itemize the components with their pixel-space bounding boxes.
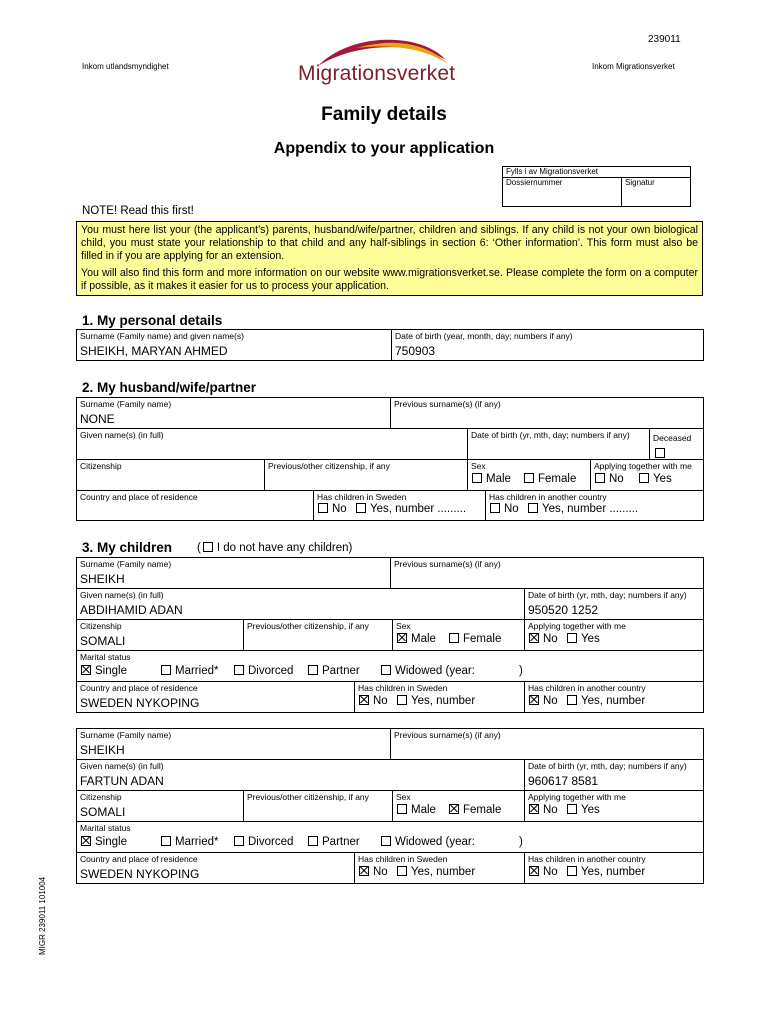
partner-male-option[interactable]: Male bbox=[472, 473, 511, 485]
child-prev-cit-label: Previous/other citizenship, if any bbox=[247, 621, 369, 631]
side-form-code: MIGR 239011 101004 bbox=[38, 876, 47, 955]
child-children-sweden-cell bbox=[355, 682, 525, 713]
note-paragraph-1: You must here list your (the applicant’s) parents, husband/wife/partner, children and siblings. If any child is not your own biological child, you must state your relationship to that child and any half-siblings in section 6: ‘Other information’. This form must also be filled in if you are applying for an extension. bbox=[81, 224, 698, 262]
dossier-label: Dossiernummer bbox=[506, 178, 563, 187]
partner-children-other-yes[interactable]: Yes, number ......... bbox=[528, 503, 638, 515]
office-use-box bbox=[502, 166, 691, 207]
child-dob-value: 950520 1252 bbox=[528, 603, 599, 617]
partner-country-label: Country and place of residence bbox=[80, 492, 198, 502]
dob-value: 750903 bbox=[395, 344, 436, 358]
child-citizenship-value: SOMALI bbox=[80, 634, 126, 648]
child-children-sweden-label: Has children in Sweden bbox=[358, 683, 448, 693]
partner-prev-surname-cell[interactable] bbox=[391, 398, 704, 429]
partner-female-option[interactable]: Female bbox=[524, 473, 576, 485]
child-dob-cell[interactable] bbox=[525, 760, 704, 791]
child-married-option[interactable]: Married* bbox=[161, 836, 218, 848]
partner-applying-no[interactable]: No bbox=[595, 473, 624, 485]
partner-applying-label: Applying together with me bbox=[594, 461, 692, 471]
child-children-other-yes[interactable]: Yes, number bbox=[567, 866, 645, 878]
dob-label: Date of birth (year, month, day; numbers if any) bbox=[395, 331, 573, 341]
child-given-label: Given name(s) (in full) bbox=[80, 590, 164, 600]
child-country-cell[interactable] bbox=[77, 682, 355, 713]
child-given-cell[interactable] bbox=[77, 589, 525, 620]
section-2-grid bbox=[76, 397, 704, 521]
child-widowed-close: ) bbox=[519, 665, 523, 677]
page-title: Family details bbox=[321, 104, 447, 125]
partner-children-sweden-label: Has children in Sweden bbox=[317, 492, 407, 502]
child-country-label: Country and place of residence bbox=[80, 683, 198, 693]
signature-label: Signatur bbox=[625, 178, 655, 187]
deceased-label: Deceased bbox=[653, 433, 692, 443]
child-children-other-no[interactable]: No bbox=[529, 866, 558, 878]
child-applying-yes[interactable]: Yes bbox=[567, 633, 600, 645]
child-prev-cit-cell[interactable] bbox=[244, 620, 393, 651]
note-box bbox=[76, 221, 703, 296]
child-surname-label: Surname (Family name) bbox=[80, 730, 172, 740]
child-children-other-label: Has children in another country bbox=[528, 854, 646, 864]
child-surname-value: SHEIKH bbox=[80, 572, 125, 586]
child-children-sweden-yes[interactable]: Yes, number bbox=[397, 866, 475, 878]
partner-surname-label: Surname (Family name) bbox=[80, 399, 172, 409]
child-surname-cell[interactable] bbox=[77, 729, 391, 760]
header-right-text: Inkom Migrationsverket bbox=[592, 62, 675, 71]
child-citizenship-value: SOMALI bbox=[80, 805, 126, 819]
child-partner-option[interactable]: Partner bbox=[308, 665, 360, 677]
no-children-option[interactable]: ( I do not have any children) bbox=[197, 542, 353, 554]
partner-prev-cit-label: Previous/other citizenship, if any bbox=[268, 461, 390, 471]
partner-applying-yes[interactable]: Yes bbox=[639, 473, 672, 485]
child-children-sweden-label: Has children in Sweden bbox=[358, 854, 448, 864]
partner-children-sweden-cell bbox=[314, 491, 486, 521]
dob-cell[interactable] bbox=[392, 330, 704, 361]
child-marital-cell bbox=[77, 651, 704, 682]
child-partner-option[interactable]: Partner bbox=[308, 836, 360, 848]
child-prev-cit-label: Previous/other citizenship, if any bbox=[247, 792, 369, 802]
child-children-sweden-no[interactable]: No bbox=[359, 866, 388, 878]
child-country-label: Country and place of residence bbox=[80, 854, 198, 864]
child-children-sweden-yes[interactable]: Yes, number bbox=[397, 695, 475, 707]
child-male-option[interactable]: Male bbox=[397, 804, 436, 816]
child-marital-label: Marital status bbox=[80, 823, 131, 833]
child-applying-cell bbox=[525, 791, 704, 822]
child-children-other-cell bbox=[525, 853, 704, 884]
partner-country-cell[interactable] bbox=[77, 491, 314, 521]
child-block bbox=[76, 728, 704, 884]
section-3-heading: 3. My children bbox=[82, 540, 173, 555]
partner-sex-cell bbox=[468, 460, 591, 491]
partner-applying-cell bbox=[591, 460, 704, 491]
section-2-heading: 2. My husband/wife/partner bbox=[82, 380, 257, 395]
child-given-value: FARTUN ADAN bbox=[80, 774, 164, 788]
child-given-cell[interactable] bbox=[77, 760, 525, 791]
child-sex-cell bbox=[393, 791, 525, 822]
child-applying-label: Applying together with me bbox=[528, 792, 626, 802]
child-dob-label: Date of birth (yr, mth, day; numbers if any) bbox=[528, 590, 687, 600]
child-prev-surname-cell[interactable] bbox=[391, 729, 704, 760]
child-sex-label: Sex bbox=[396, 792, 411, 802]
child-citizenship-cell[interactable] bbox=[77, 791, 244, 822]
partner-children-other-cell bbox=[486, 491, 704, 521]
surname-cell[interactable] bbox=[77, 330, 392, 361]
partner-children-sweden-no[interactable]: No bbox=[318, 503, 347, 515]
child-children-sweden-cell bbox=[355, 853, 525, 884]
child-applying-no[interactable]: No bbox=[529, 633, 558, 645]
note-paragraph-2: You will also find this form and more information on our website www.migrationsverket.se. Please complete the form on a computer if possible, as it makes it easier for us to process your application. bbox=[81, 267, 698, 292]
child-widowed-option[interactable]: Widowed (year: bbox=[381, 836, 475, 848]
child-block bbox=[76, 557, 704, 713]
partner-dob-label: Date of birth (yr, mth, day; numbers if any) bbox=[471, 430, 630, 440]
child-single-option[interactable]: Single bbox=[81, 665, 127, 677]
partner-children-sweden-yes[interactable]: Yes, number ......... bbox=[356, 503, 466, 515]
office-heading: Fylls i av Migrationsverket bbox=[506, 167, 599, 176]
child-widowed-close: ) bbox=[519, 836, 523, 848]
partner-citizenship-label: Citizenship bbox=[80, 461, 122, 471]
partner-surname-cell[interactable] bbox=[77, 398, 391, 429]
note-heading: NOTE! Read this first! bbox=[82, 205, 194, 217]
deceased-checkbox[interactable] bbox=[655, 448, 665, 458]
child-country-value: SWEDEN NYKOPING bbox=[80, 696, 200, 710]
surname-label: Surname (Family name) and given name(s) bbox=[80, 331, 244, 341]
child-divorced-option[interactable]: Divorced bbox=[234, 665, 293, 677]
child-surname-label: Surname (Family name) bbox=[80, 559, 172, 569]
child-prev-label: Previous surname(s) (if any) bbox=[394, 730, 501, 740]
child-country-cell[interactable] bbox=[77, 853, 355, 884]
child-female-option[interactable]: Female bbox=[449, 633, 501, 645]
surname-value: SHEIKH, MARYAN AHMED bbox=[80, 344, 228, 358]
child-surname-cell[interactable] bbox=[77, 558, 391, 589]
partner-prev-cit-cell[interactable] bbox=[265, 460, 468, 491]
section-1-heading: 1. My personal details bbox=[82, 313, 223, 328]
child-citizenship-cell[interactable] bbox=[77, 620, 244, 651]
logo bbox=[296, 30, 476, 92]
child-sex-cell bbox=[393, 620, 525, 651]
partner-given-cell[interactable] bbox=[77, 429, 468, 460]
child-male-option[interactable]: Male bbox=[397, 633, 436, 645]
logo-text: Migrationsverket bbox=[298, 62, 456, 85]
child-children-other-no[interactable]: No bbox=[529, 695, 558, 707]
child-applying-yes[interactable]: Yes bbox=[567, 804, 600, 816]
child-children-other-cell bbox=[525, 682, 704, 713]
child-dob-value: 960617 8581 bbox=[528, 774, 599, 788]
partner-surname-value: NONE bbox=[80, 412, 115, 426]
partner-prev-label: Previous surname(s) (if any) bbox=[394, 399, 501, 409]
child-surname-value: SHEIKH bbox=[80, 743, 125, 757]
child-prev-surname-cell[interactable] bbox=[391, 558, 704, 589]
page-subtitle: Appendix to your application bbox=[273, 140, 495, 157]
child-prev-cit-cell[interactable] bbox=[244, 791, 393, 822]
child-dob-label: Date of birth (yr, mth, day; numbers if any) bbox=[528, 761, 687, 771]
child-sex-label: Sex bbox=[396, 621, 411, 631]
partner-given-label: Given name(s) (in full) bbox=[80, 430, 164, 440]
child-applying-label: Applying together with me bbox=[528, 621, 626, 631]
child-divorced-option[interactable]: Divorced bbox=[234, 836, 293, 848]
child-citizenship-label: Citizenship bbox=[80, 621, 122, 631]
child-given-value: ABDIHAMID ADAN bbox=[80, 603, 183, 617]
partner-children-other-no[interactable]: No bbox=[490, 503, 519, 515]
partner-citizenship-cell[interactable] bbox=[77, 460, 265, 491]
child-children-other-label: Has children in another country bbox=[528, 683, 646, 693]
child-country-value: SWEDEN NYKOPING bbox=[80, 867, 200, 881]
child-dob-cell[interactable] bbox=[525, 589, 704, 620]
partner-deceased-cell bbox=[650, 429, 704, 460]
child-citizenship-label: Citizenship bbox=[80, 792, 122, 802]
partner-dob-cell[interactable] bbox=[468, 429, 650, 460]
partner-children-other-label: Has children in another country bbox=[489, 492, 607, 502]
child-married-option[interactable]: Married* bbox=[161, 665, 218, 677]
section-1-grid bbox=[76, 329, 704, 361]
child-widowed-option[interactable]: Widowed (year: bbox=[381, 665, 475, 677]
child-female-option[interactable]: Female bbox=[449, 804, 501, 816]
child-children-sweden-no[interactable]: No bbox=[359, 695, 388, 707]
form-number: 239011 bbox=[648, 34, 681, 45]
child-children-other-yes[interactable]: Yes, number bbox=[567, 695, 645, 707]
child-applying-no[interactable]: No bbox=[529, 804, 558, 816]
partner-sex-label: Sex bbox=[471, 461, 486, 471]
child-given-label: Given name(s) (in full) bbox=[80, 761, 164, 771]
child-marital-cell bbox=[77, 822, 704, 853]
child-marital-label: Marital status bbox=[80, 652, 131, 662]
header-left-text: Inkom utlandsmyndighet bbox=[82, 62, 169, 71]
child-prev-label: Previous surname(s) (if any) bbox=[394, 559, 501, 569]
child-single-option[interactable]: Single bbox=[81, 836, 127, 848]
child-applying-cell bbox=[525, 620, 704, 651]
